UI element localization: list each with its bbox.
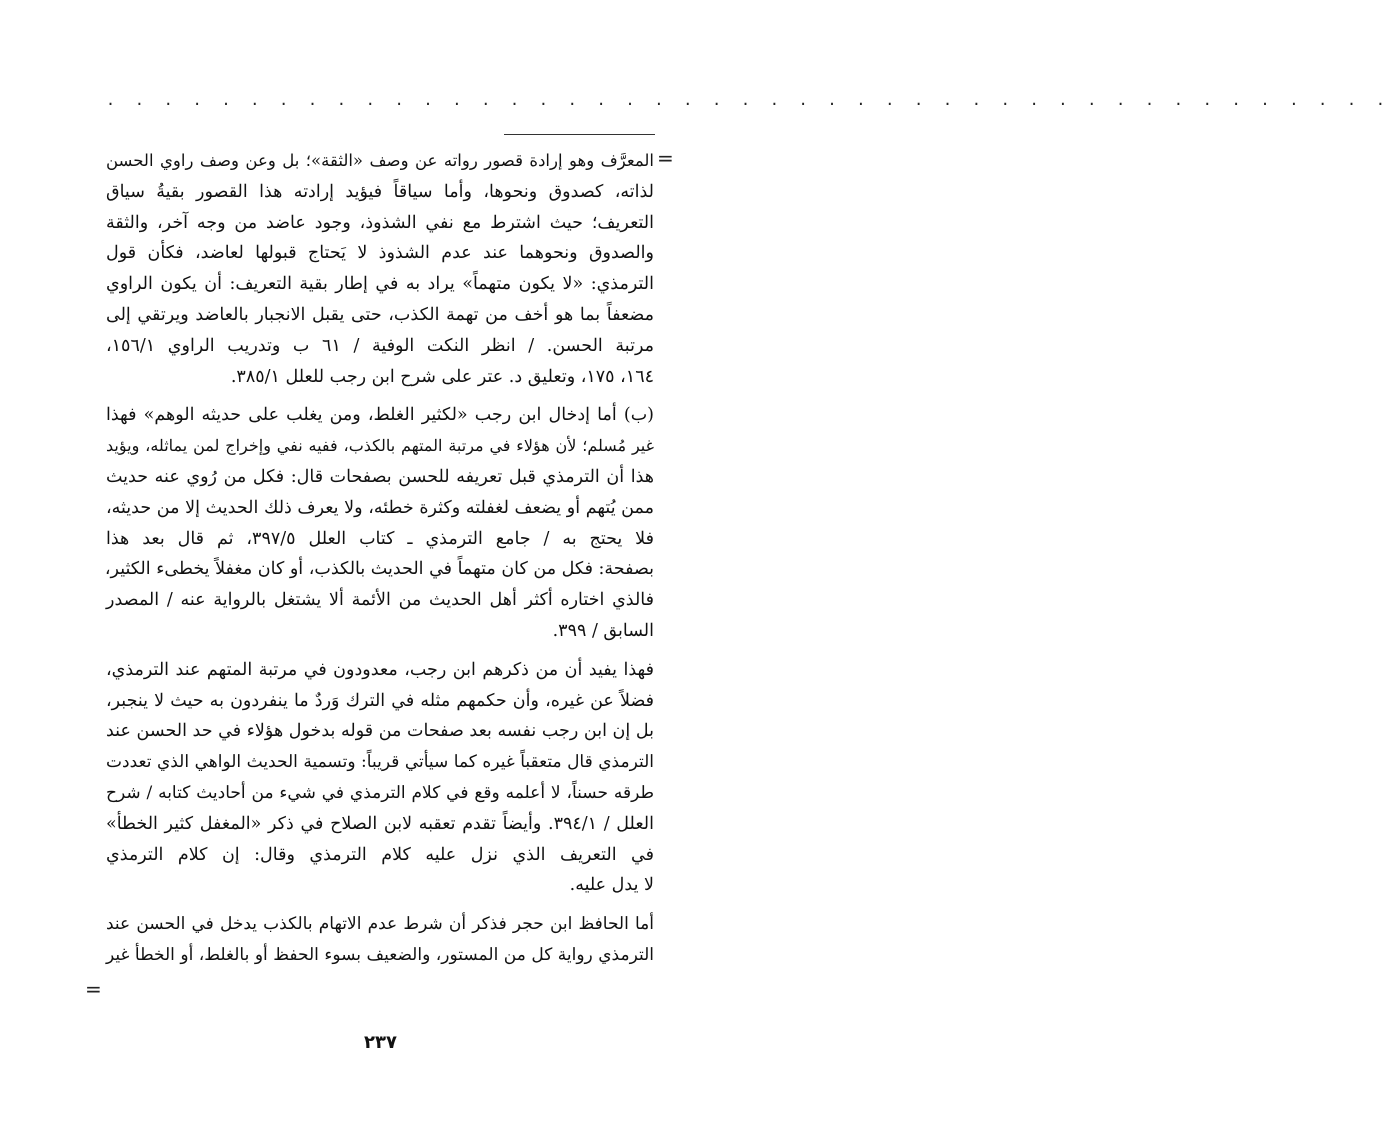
text-line: والصدوق ونحوهما عند عدم الشذوذ لا يَحتاج قبولها لعاضد، فكأن قول (106, 243, 654, 264)
text-line: السابق / ٣٩٩. (552, 620, 654, 641)
text-line: المعرَّف وهو إرادة قصور رواته عن وصف «الثقة»؛ بل وعن وصف راوي الحسن (106, 151, 654, 170)
footnote-paragraph (106, 400, 654, 646)
text-line: ١٦٤، ١٧٥، وتعليق د. عتر على شرح ابن رجب للعلل ٣٨٥/١. (230, 366, 654, 387)
text-line: الترمذي رواية كل من المستور، والضعيف بسوء الحفظ أو بالغلط، أو الخطأ غير (106, 944, 654, 965)
text-line: ممن يُتهم أو يضعف لغفلته وكثرة خطئه، ولا يعرف ذلك الحديث إلا من حديثه، (106, 497, 654, 518)
continued-from-marker: = (657, 146, 674, 170)
text-line: لا يدل عليه. (569, 875, 654, 896)
text-line: في التعريف الذي نزل عليه كلام الترمذي وقال: إن كلام الترمذي (106, 844, 654, 865)
text-line: بصفحة: فكل من كان متهماً في الحديث بالكذب، أو كان مغفلاً يخطىء الكثير، (104, 559, 654, 580)
text-line: الترمذي: «لا يكون متهماً» يراد به في إطار بقية التعريف: أن يكون الراوي (106, 274, 654, 295)
footnote-block (106, 146, 654, 971)
footnote-rule (504, 134, 655, 135)
text-line: مضعفاً بما هو أخف من تهمة الكذب، حتى يقبل الانجبار بالعاضد ويرتقي إلى (106, 304, 654, 325)
text-line: طرقه حسناً، لا أعلمه وقع في كلام الترمذي في شيء من أحاديث كتابه / شرح (106, 782, 654, 803)
text-line: بل إن ابن رجب نفسه بعد صفحات من قوله بدخول هؤلاء في حد الحسن عند (106, 721, 654, 742)
text-line: أما الحافظ ابن حجر فذكر أن شرط عدم الاتهام بالكذب يدخل في الحسن عند (106, 914, 654, 935)
text-line: فهذا يفيد أن من ذكرهم ابن رجب، معدودون في مرتبة المتهم عند الترمذي، (106, 659, 654, 680)
text-line: العلل / ٣٩٤/١. وأيضاً تقدم تعقبه لابن الصلاح في ذكر «المغفل كثير الخطأ» (106, 813, 654, 834)
footnote-paragraph (106, 655, 654, 901)
text-line: فلا يحتج به / جامع الترمذي ـ كتاب العلل ٣٩٧/٥، ثم قال بعد هذا (106, 528, 654, 549)
text-line: (ب) أما إدخال ابن رجب «لكثير الغلط، ومن يغلب على حديثه الوهم» فهذا (106, 405, 654, 426)
continued-to-marker: = (85, 977, 102, 1001)
footnote-paragraph (106, 146, 654, 392)
text-line: فضلاً عن غيره، وأن حكمهم مثله في الترك وَردٌ ما ينفردون به حيث لا ينجبر، (106, 690, 654, 711)
footnote-paragraph (106, 909, 654, 971)
text-line: غير مُسلم؛ لأن هؤلاء في مرتبة المتهم بالكذب، ففيه نفي وإخراج لمن يماثله، ويؤيد (106, 436, 655, 456)
text-line: التعريف؛ حيث اشترط مع نفي الشذوذ، وجود عاضد من وجه آخر، والثقة (106, 212, 654, 233)
text-line: فالذي اختاره أكثر أهل الحديث من الأئمة ألا يشتغل بالرواية عنه / المصدر (106, 590, 654, 611)
page-number: ٢٣٧ (364, 1032, 397, 1053)
separator-dots: . . . . . . . . . . . . . . . . . . . . . . . . . . . . . . . . . . . . . . . . . . . . . (106, 91, 1390, 109)
text-line: مرتبة الحسن. / انظر النكت الوفية / ٦١ ب وتدريب الراوي ١٥٦/١، (106, 335, 654, 356)
text-line: الترمذي قال متعقباً غيره كما سيأتي قريباً: وتسمية الحديث الواهي الذي تعددت (106, 752, 654, 773)
text-line: لذاته، كصدوق ونحوها، وأما سياقاً فيؤيد إرادته هذا القصور بقيةُ سياق (106, 181, 654, 202)
text-line: هذا أن الترمذي قبل تعريفه للحسن بصفحات قال: فكل من رُوي عنه حديث (106, 466, 654, 487)
